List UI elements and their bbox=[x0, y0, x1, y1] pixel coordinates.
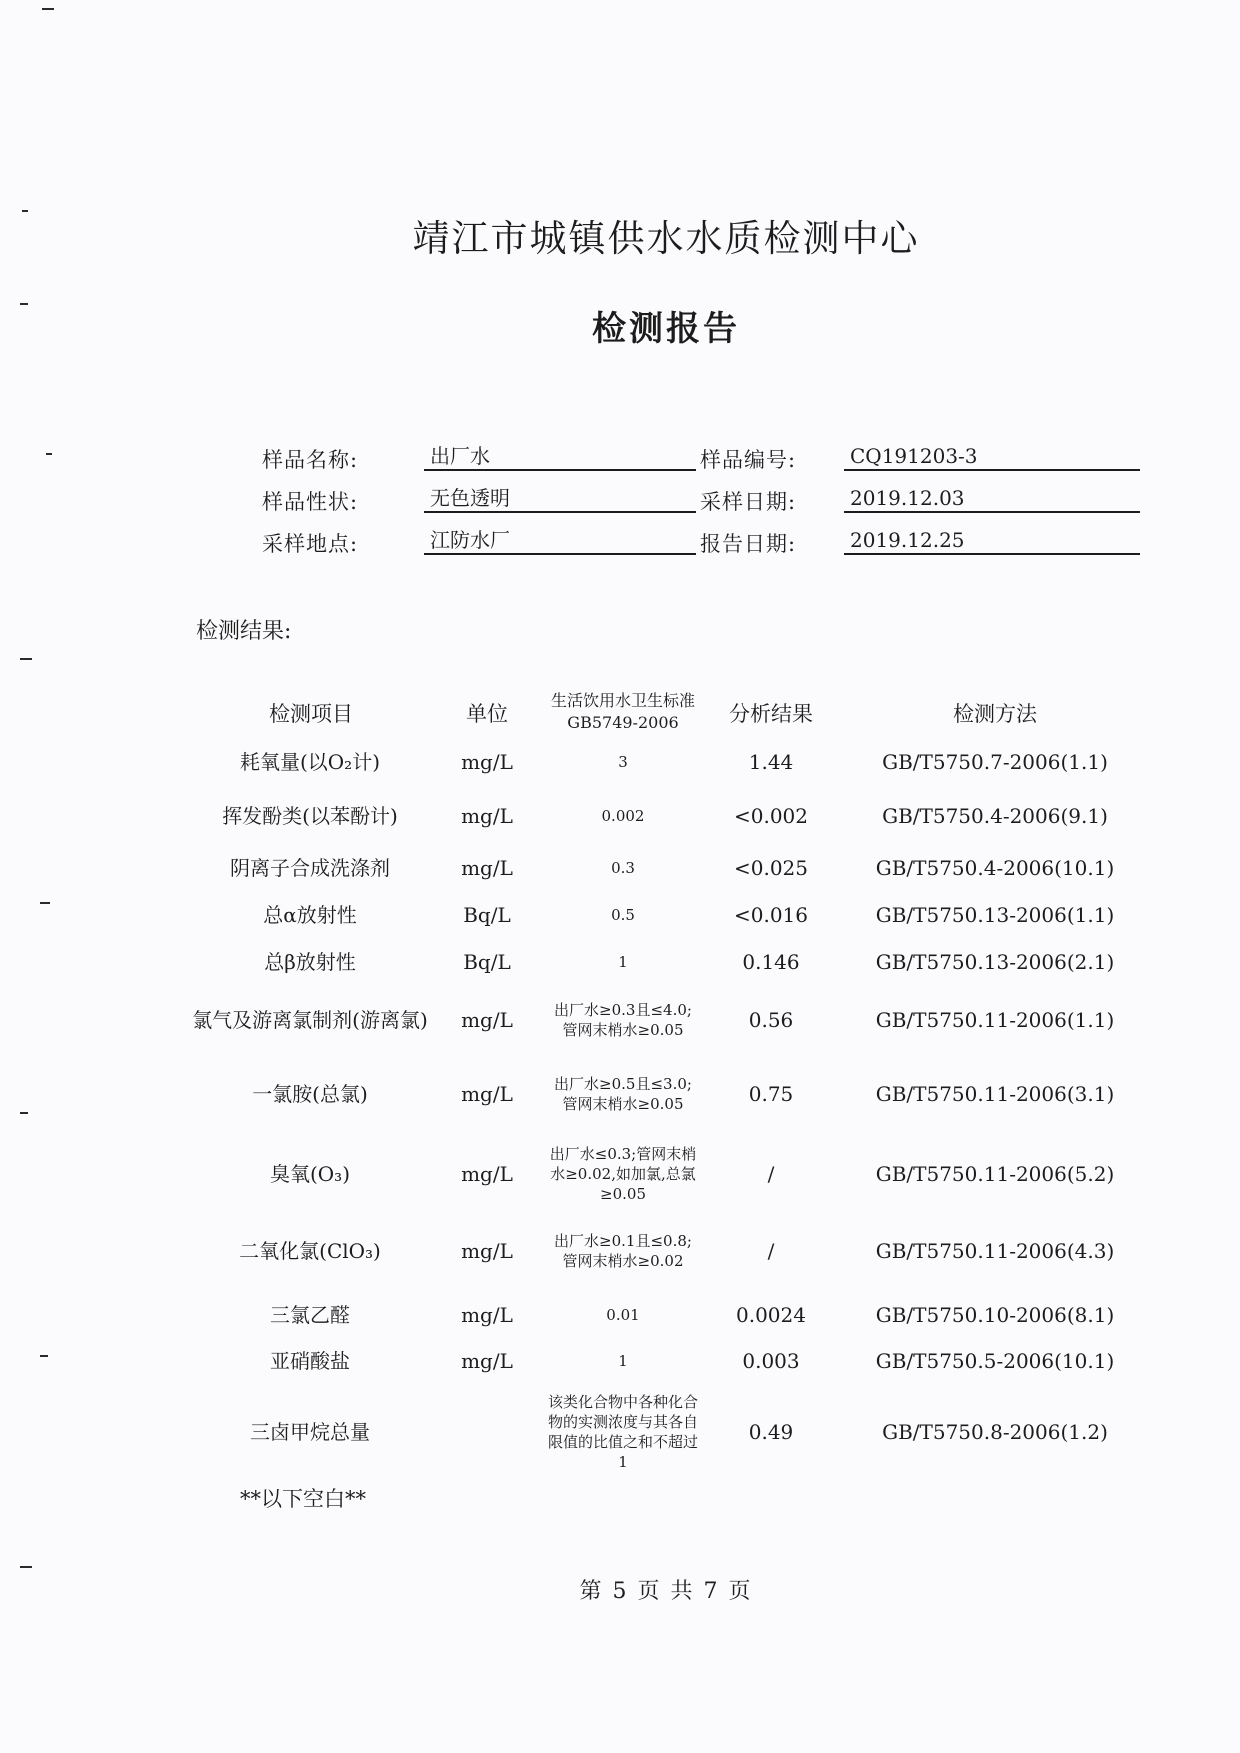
sample-id-label: 样品编号: bbox=[700, 448, 797, 472]
sampling-date-label: 采样日期: bbox=[700, 490, 797, 514]
cell-method: GB/T5750.11-2006(1.1) bbox=[875, 1008, 1115, 1032]
cell-result: <0.002 bbox=[733, 804, 808, 828]
cell-standard: 该类化合物中各种化合物的实测浓度与其各自限值的比值之和不超过1 bbox=[548, 1393, 699, 1471]
cell-result: <0.025 bbox=[733, 856, 808, 880]
cell-result: 0.003 bbox=[742, 1349, 800, 1373]
cell-item: 总α放射性 bbox=[263, 903, 357, 927]
cell-standard: 3 bbox=[618, 753, 628, 771]
cell-item: 阴离子合成洗涤剂 bbox=[230, 856, 390, 880]
cell-result: 0.56 bbox=[748, 1008, 794, 1032]
cell-method: GB/T5750.11-2006(4.3) bbox=[875, 1239, 1115, 1263]
cell-unit bbox=[444, 1388, 530, 1476]
sample-name-label: 样品名称: bbox=[262, 448, 359, 472]
cell-item: 总β放射性 bbox=[264, 950, 356, 974]
cell-result: 0.75 bbox=[748, 1082, 794, 1106]
blank-below-note: **以下空白** bbox=[240, 1487, 366, 1511]
cell-method: GB/T5750.4-2006(9.1) bbox=[882, 804, 1108, 828]
scan-speck bbox=[42, 8, 54, 10]
cell-standard: 出厂水≥0.3且≤4.0;管网末梢水≥0.05 bbox=[554, 1001, 692, 1039]
scan-speck bbox=[20, 658, 32, 660]
cell-standard: 0.5 bbox=[611, 906, 635, 924]
cell-unit: mg/L bbox=[461, 856, 513, 880]
page-number: 第 5 页 共 7 页 bbox=[579, 1579, 753, 1604]
scan-speck bbox=[40, 902, 50, 904]
col-header-item: 检测项目 bbox=[269, 702, 353, 726]
cell-method: GB/T5750.11-2006(3.1) bbox=[875, 1082, 1115, 1106]
cell-standard: 1 bbox=[618, 953, 628, 971]
cell-method: GB/T5750.13-2006(1.1) bbox=[875, 903, 1115, 927]
sampling-location-value: 江防水厂 bbox=[424, 527, 696, 555]
cell-method: GB/T5750.7-2006(1.1) bbox=[882, 750, 1108, 774]
cell-item: 二氧化氯(ClO₃) bbox=[239, 1239, 381, 1263]
cell-method: GB/T5750.5-2006(10.1) bbox=[875, 1349, 1115, 1373]
cell-standard: 0.01 bbox=[606, 1306, 640, 1324]
cell-item: 三氯乙醛 bbox=[270, 1303, 350, 1327]
col-header-method: 检测方法 bbox=[953, 702, 1037, 726]
cell-unit: mg/L bbox=[461, 1008, 513, 1032]
cell-standard: 1 bbox=[618, 1352, 628, 1370]
report-title: 检测报告 bbox=[592, 309, 740, 349]
cell-standard: 0.3 bbox=[611, 859, 635, 877]
cell-standard: 0.002 bbox=[601, 807, 645, 825]
cell-unit: mg/L bbox=[461, 1303, 513, 1327]
cell-unit: mg/L bbox=[461, 1082, 513, 1106]
cell-item: 一氯胺(总氯) bbox=[252, 1082, 368, 1106]
cell-item: 挥发酚类(以苯酚计) bbox=[222, 804, 398, 828]
cell-unit: Bq/L bbox=[463, 903, 511, 927]
cell-result: 0.146 bbox=[742, 950, 800, 974]
report-date-value: 2019.12.25 bbox=[844, 527, 1140, 555]
sample-appearance-value: 无色透明 bbox=[424, 485, 696, 513]
scan-speck bbox=[40, 1355, 48, 1357]
cell-result: / bbox=[767, 1239, 775, 1263]
cell-unit: mg/L bbox=[461, 1349, 513, 1373]
cell-standard: 出厂水≥0.1且≤0.8;管网末梢水≥0.02 bbox=[554, 1232, 692, 1270]
cell-unit: mg/L bbox=[461, 1162, 513, 1186]
col-header-unit: 单位 bbox=[466, 702, 508, 726]
sample-id-value: CQ191203-3 bbox=[844, 443, 1140, 471]
col-header-standard: 生活饮用水卫生标准GB5749-2006 bbox=[550, 691, 695, 732]
report-date-label: 报告日期: bbox=[700, 532, 797, 556]
sampling-date-value: 2019.12.03 bbox=[844, 485, 1140, 513]
cell-unit: mg/L bbox=[461, 804, 513, 828]
sampling-location-label: 采样地点: bbox=[262, 532, 359, 556]
cell-unit: Bq/L bbox=[463, 950, 511, 974]
cell-result: 1.44 bbox=[748, 750, 794, 774]
cell-method: GB/T5750.11-2006(5.2) bbox=[875, 1162, 1115, 1186]
cell-method: GB/T5750.8-2006(1.2) bbox=[882, 1420, 1108, 1444]
cell-item: 三卤甲烷总量 bbox=[250, 1420, 370, 1444]
scan-speck bbox=[46, 453, 52, 455]
cell-standard: 出厂水≤0.3;管网末梢水≥0.02,如加氯,总氯≥0.05 bbox=[549, 1145, 697, 1203]
organization-title: 靖江市城镇供水水质检测中心 bbox=[412, 217, 920, 260]
cell-method: GB/T5750.10-2006(8.1) bbox=[875, 1303, 1115, 1327]
cell-unit: mg/L bbox=[461, 750, 513, 774]
cell-item: 氯气及游离氯制剂(游离氯) bbox=[192, 1008, 428, 1032]
cell-result: <0.016 bbox=[733, 903, 808, 927]
sample-name-value: 出厂水 bbox=[424, 443, 696, 471]
cell-unit: mg/L bbox=[461, 1239, 513, 1263]
col-header-result: 分析结果 bbox=[729, 702, 813, 726]
cell-standard: 出厂水≥0.5且≤3.0;管网末梢水≥0.05 bbox=[554, 1075, 692, 1113]
cell-method: GB/T5750.13-2006(2.1) bbox=[875, 950, 1115, 974]
cell-item: 臭氧(O₃) bbox=[269, 1162, 351, 1186]
cell-result: / bbox=[767, 1162, 775, 1186]
scan-speck bbox=[20, 1566, 32, 1568]
cell-result: 0.0024 bbox=[736, 1303, 806, 1327]
cell-result: 0.49 bbox=[748, 1420, 794, 1444]
cell-method: GB/T5750.4-2006(10.1) bbox=[875, 856, 1115, 880]
results-label: 检测结果: bbox=[196, 619, 292, 644]
scan-speck bbox=[20, 1112, 28, 1114]
sample-appearance-label: 样品性状: bbox=[262, 490, 359, 514]
cell-item: 亚硝酸盐 bbox=[270, 1349, 350, 1373]
cell-item: 耗氧量(以O₂计) bbox=[239, 750, 381, 774]
